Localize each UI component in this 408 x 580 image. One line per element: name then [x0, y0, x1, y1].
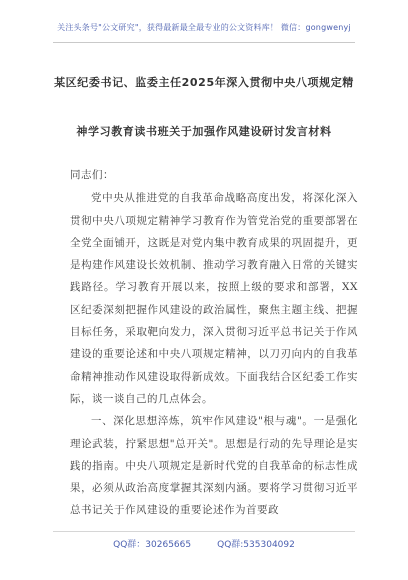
header-banner: 关注头条号"公文研究"，获得最新最全最专业的公文资料库！ 微信：gongwenyj — [57, 23, 351, 32]
footer-divider — [53, 531, 355, 532]
paragraph-section-1: 一、深化思想淬炼，筑牢作风建设"根与魂"。一是强化理论武装，拧紧思想"总开关"。思想是行动的先导理论是实践的指南。中央八项规定是新时代党的自我革命的标志性成果，必须从政治高度掌握其深刻内涵。要将学习贯彻习近平总书记关于作风建设的重要论述作为首要政 — [70, 415, 358, 517]
document-body — [70, 164, 358, 522]
footer-qq-group-2: QQ群:535304092 — [217, 540, 295, 550]
greeting: 同志们： — [70, 169, 114, 181]
paragraph-intro: 党中央从推进党的自我革命战略高度出发，将深化深入贯彻中央八项规定精神学习教育作为管党治党的重要部署在全党全面铺开，这既是对党内集中教育成果的巩固提升，更是构建作风建设长效机制、推动学习教育融入日常的关键实践路径。学习教育开展以来，按照上级的要求和部署，XX区纪委深刻把握作风建设的政治属性，聚焦主题主线、把握目标任务，采取靶向发力，深入贯彻习近平总书记关于作风建设的重要论述和中央八项规定精神，以刀刃向内的自我革命精神推动作风建设取得新成效。下面我结合区纪委工作实际，谈一谈自己的几点体会。 — [70, 192, 358, 405]
document-title-line-2: 神学习教育读书班关于加强作风建设研讨发言材料 — [76, 125, 332, 138]
footer — [0, 537, 408, 550]
document-title-line-1: 某区纪委书记、监委主任2025年深入贯彻中央八项规定精 — [54, 76, 354, 89]
footer-qq-group-1: QQ群：30265665 — [113, 540, 192, 550]
header-divider — [53, 42, 355, 43]
